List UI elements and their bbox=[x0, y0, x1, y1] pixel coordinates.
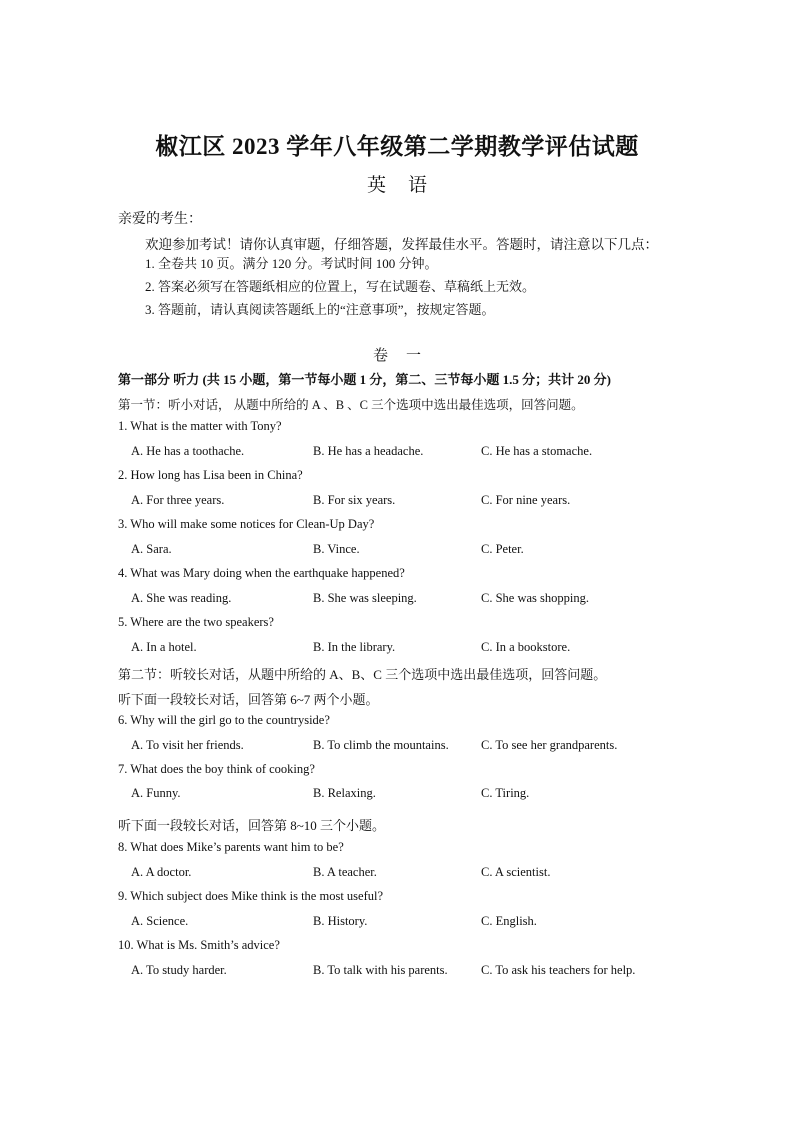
section-label: 卷一 bbox=[372, 348, 439, 364]
part-title: 第一部分 听力 (共 15 小题，第一节每小题 1 分，第二、三节每小题 1.5 分；共计 20 分) bbox=[118, 372, 611, 387]
q2-option-b: B. For six years. bbox=[313, 493, 396, 507]
greeting: 亲爱的考生： bbox=[118, 212, 202, 227]
q5-option-b: B. In the library. bbox=[313, 640, 396, 654]
question-3: 3. Who will make some notices for Clean-Up Day? bbox=[118, 517, 375, 531]
dialog2-instruction: 听下面一段较长对话，回答第 8~10 三个小题。 bbox=[118, 818, 386, 833]
q3-option-b: B. Vince. bbox=[313, 542, 360, 556]
q4-option-b: B. She was sleeping. bbox=[313, 591, 417, 605]
q10-option-b: B. To talk with his parents. bbox=[313, 963, 448, 977]
q1-option-a: A. He has a toothache. bbox=[131, 444, 245, 458]
q10-option-a: A. To study harder. bbox=[131, 963, 227, 977]
q8-option-a: A. A doctor. bbox=[131, 865, 192, 879]
q4-option-c: C. She was shopping. bbox=[481, 591, 589, 605]
q6-option-c: C. To see her grandparents. bbox=[481, 738, 618, 752]
q9-option-a: A. Science. bbox=[131, 914, 189, 928]
notes-list bbox=[145, 256, 535, 325]
q1-option-b: B. He has a headache. bbox=[313, 444, 424, 458]
dialog1-instruction: 听下面一段较长对话，回答第 6~7 两个小题。 bbox=[118, 692, 379, 707]
q6-option-b: B. To climb the mountains. bbox=[313, 738, 449, 752]
q3-option-c: C. Peter. bbox=[481, 542, 524, 556]
question-8: 8. What does Mike’s parents want him to be? bbox=[118, 840, 344, 854]
q9-option-b: B. History. bbox=[313, 914, 368, 928]
question-6: 6. Why will the girl go to the countryside? bbox=[118, 713, 330, 727]
question-9: 9. Which subject does Mike think is the most useful? bbox=[118, 889, 384, 903]
question-5: 5. Where are the two speakers? bbox=[118, 615, 274, 629]
q8-option-c: C. A scientist. bbox=[481, 865, 551, 879]
note-item: 2. 答案必须写在答题纸相应的位置上，写在试题卷、草稿纸上无效。 bbox=[145, 279, 536, 294]
q5-option-a: A. In a hotel. bbox=[131, 640, 197, 654]
q2-option-a: A. For three years. bbox=[131, 493, 225, 507]
q7-option-a: A. Funny. bbox=[131, 786, 181, 800]
question-10: 10. What is Ms. Smith’s advice? bbox=[118, 938, 280, 952]
note-item: 1. 全卷共 10 页。满分 120 分。考试时间 100 分钟。 bbox=[145, 256, 438, 271]
q3-option-a: A. Sara. bbox=[131, 542, 172, 556]
section1-instruction: 第一节：听小对话， 从题中所给的 A 、B 、C 三个选项中选出最佳选项，回答问题。 bbox=[118, 398, 584, 412]
q4-option-a: A. She was reading. bbox=[131, 591, 232, 605]
question-1: 1. What is the matter with Tony? bbox=[118, 419, 282, 433]
exam-subject: 英语 bbox=[366, 175, 449, 196]
q9-option-c: C. English. bbox=[481, 914, 537, 928]
question-4: 4. What was Mary doing when the earthquake happened? bbox=[118, 566, 405, 580]
question-2: 2. How long has Lisa been in China? bbox=[118, 468, 303, 482]
question-7: 7. What does the boy think of cooking? bbox=[118, 762, 315, 776]
q7-option-b: B. Relaxing. bbox=[313, 786, 376, 800]
q5-option-c: C. In a bookstore. bbox=[481, 640, 571, 654]
welcome-text: 欢迎参加考试！请你认真审题，仔细答题，发挥最佳水平。答题时，请注意以下几点： bbox=[145, 237, 658, 252]
q6-option-a: A. To visit her friends. bbox=[131, 738, 244, 752]
exam-title: 椒江区 2023 学年八年级第二学期教学评估试题 bbox=[155, 134, 639, 159]
q2-option-c: C. For nine years. bbox=[481, 493, 571, 507]
q8-option-b: B. A teacher. bbox=[313, 865, 377, 879]
note-item: 3. 答题前，请认真阅读答题纸上的“注意事项”，按规定答题。 bbox=[145, 302, 495, 317]
q7-option-c: C. Tiring. bbox=[481, 786, 530, 800]
section2-instruction: 第二节：听较长对话，从题中所给的 A、B、C 三个选项中选出最佳选项，回答问题。 bbox=[118, 667, 607, 682]
q1-option-c: C. He has a stomache. bbox=[481, 444, 593, 458]
q10-option-c: C. To ask his teachers for help. bbox=[481, 963, 636, 977]
